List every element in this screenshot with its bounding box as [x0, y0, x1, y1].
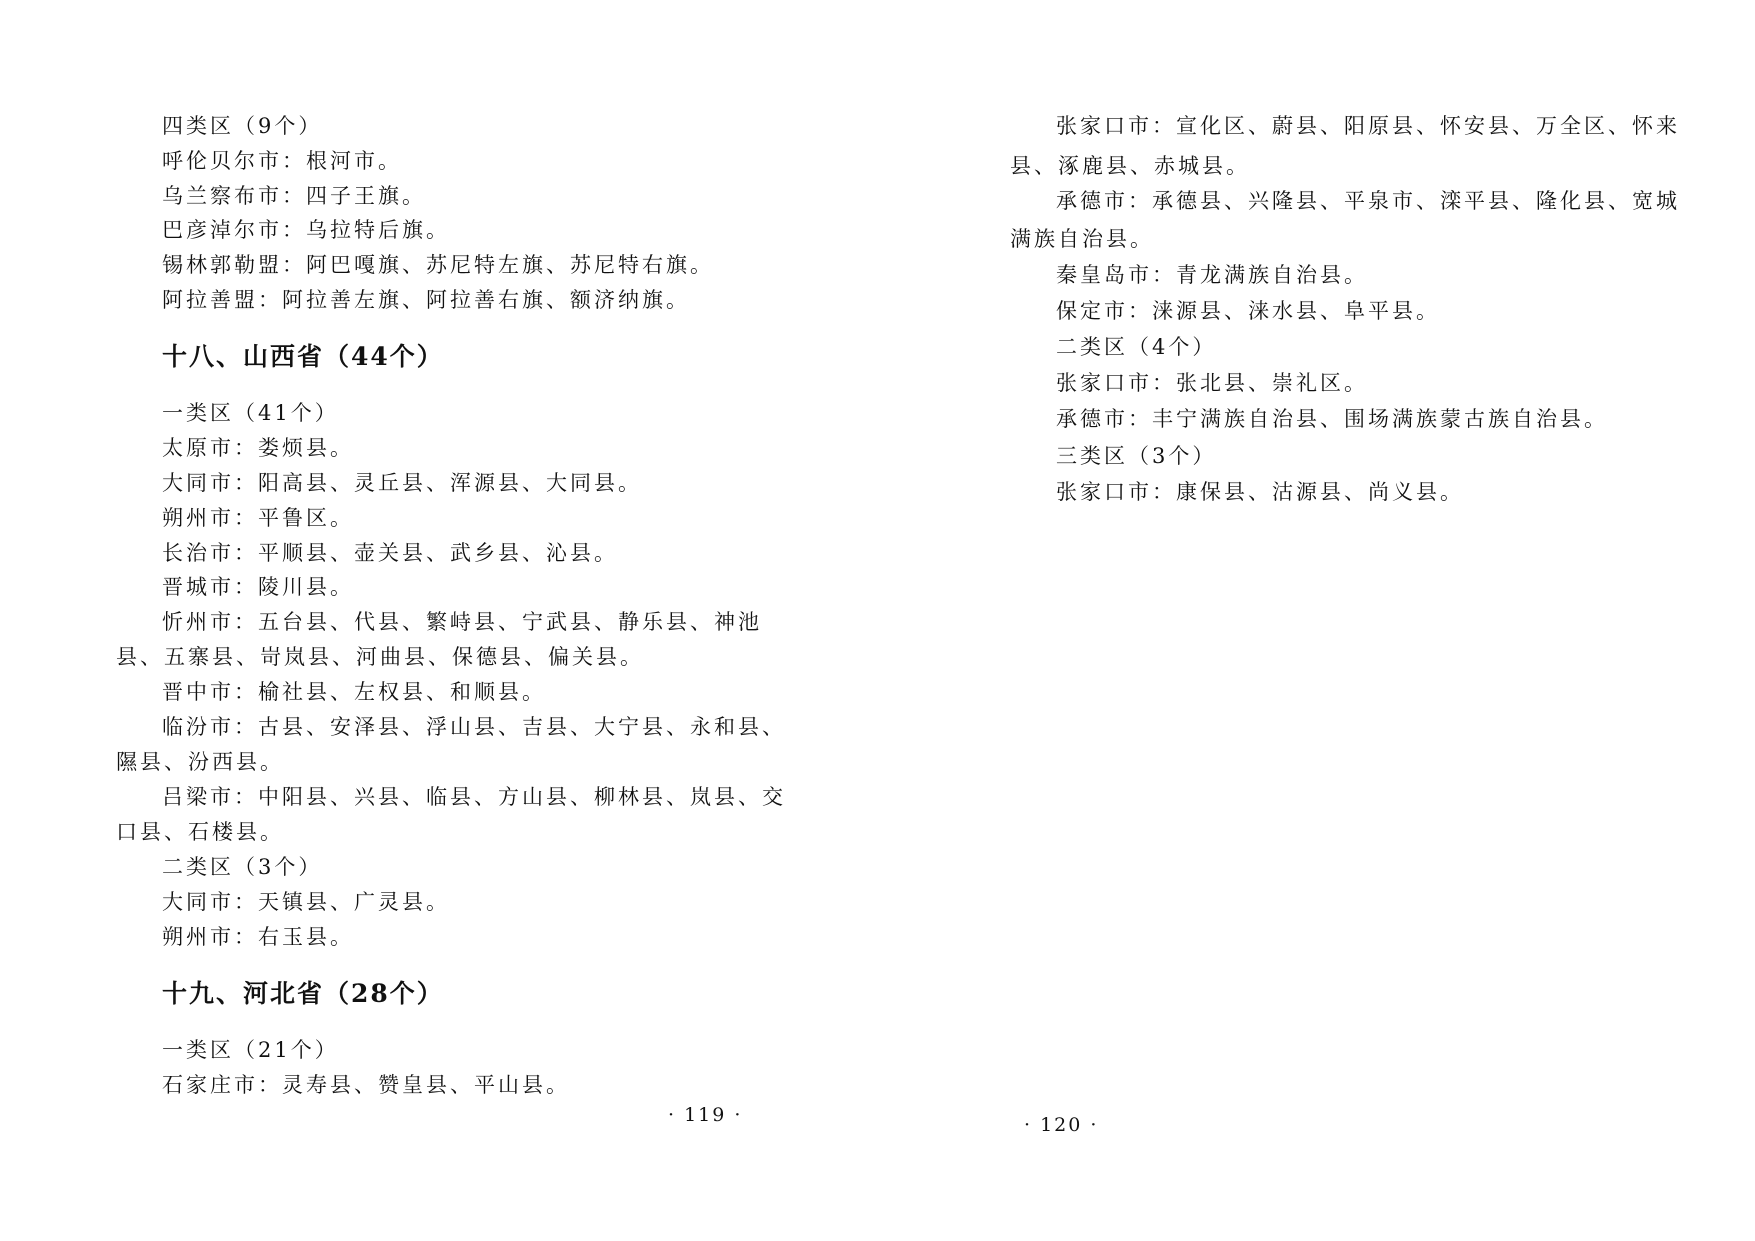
text-line-continued: 满族自治县。	[1010, 227, 1154, 251]
text-line: 吕梁市：中阳县、兴县、临县、方山县、柳林县、岚县、交	[162, 785, 786, 809]
category-heading: 二类区（4个）	[1056, 335, 1217, 359]
text-line: 朔州市：平鲁区。	[162, 506, 354, 530]
text-line: 临汾市：古县、安泽县、浮山县、吉县、大宁县、永和县、	[162, 715, 786, 739]
text-line: 承德市：承德县、兴隆县、平泉市、滦平县、隆化县、宽城	[1056, 189, 1680, 213]
text-line: 乌兰察布市：四子王旗。	[162, 184, 426, 208]
text-line-continued: 口县、石楼县。	[116, 820, 284, 844]
page-number: · 119 ·	[668, 1104, 743, 1126]
category-heading: 三类区（3个）	[1056, 444, 1217, 468]
text-line: 承德市：丰宁满族自治县、围场满族蒙古族自治县。	[1056, 407, 1608, 431]
text-line: 大同市：天镇县、广灵县。	[162, 890, 450, 914]
text-line: 秦皇岛市：青龙满族自治县。	[1056, 263, 1368, 287]
text-line-continued: 县、五寨县、岢岚县、河曲县、保德县、偏关县。	[116, 645, 644, 669]
text-line: 呼伦贝尔市：根河市。	[162, 149, 402, 173]
text-line: 长治市：平顺县、壶关县、武乡县、沁县。	[162, 541, 618, 565]
section-heading-shanxi: 十八、山西省（44个）	[162, 342, 444, 371]
text-line: 忻州市：五台县、代县、繁峙县、宁武县、静乐县、神池	[162, 610, 762, 634]
page-number: · 120 ·	[1024, 1114, 1099, 1136]
text-line: 大同市：阳高县、灵丘县、浑源县、大同县。	[162, 471, 642, 495]
section-heading-hebei: 十九、河北省（28个）	[162, 979, 444, 1008]
text-line: 张家口市：康保县、沽源县、尚义县。	[1056, 480, 1464, 504]
text-line: 晋城市：陵川县。	[162, 575, 354, 599]
category-heading: 一类区（41个）	[162, 401, 339, 425]
text-line: 阿拉善盟：阿拉善左旗、阿拉善右旗、额济纳旗。	[162, 288, 690, 312]
text-line: 张家口市：宣化区、蔚县、阳原县、怀安县、万全区、怀来	[1056, 114, 1680, 138]
text-line: 石家庄市：灵寿县、赞皇县、平山县。	[162, 1073, 570, 1097]
text-line: 张家口市：张北县、崇礼区。	[1056, 371, 1368, 395]
text-line: 朔州市：右玉县。	[162, 925, 354, 949]
text-line-continued: 隰县、汾西县。	[116, 750, 284, 774]
text-line: 巴彦淖尔市：乌拉特后旗。	[162, 218, 450, 242]
text-line: 太原市：娄烦县。	[162, 436, 354, 460]
text-line: 锡林郭勒盟：阿巴嘎旗、苏尼特左旗、苏尼特右旗。	[162, 253, 714, 277]
category-heading: 一类区（21个）	[162, 1038, 339, 1062]
text-line-continued: 县、涿鹿县、赤城县。	[1010, 154, 1250, 178]
text-line: 保定市：涞源县、涞水县、阜平县。	[1056, 299, 1440, 323]
category-heading: 二类区（3个）	[162, 855, 323, 879]
category-heading: 四类区（9个）	[162, 114, 323, 138]
text-line: 晋中市：榆社县、左权县、和顺县。	[162, 680, 546, 704]
